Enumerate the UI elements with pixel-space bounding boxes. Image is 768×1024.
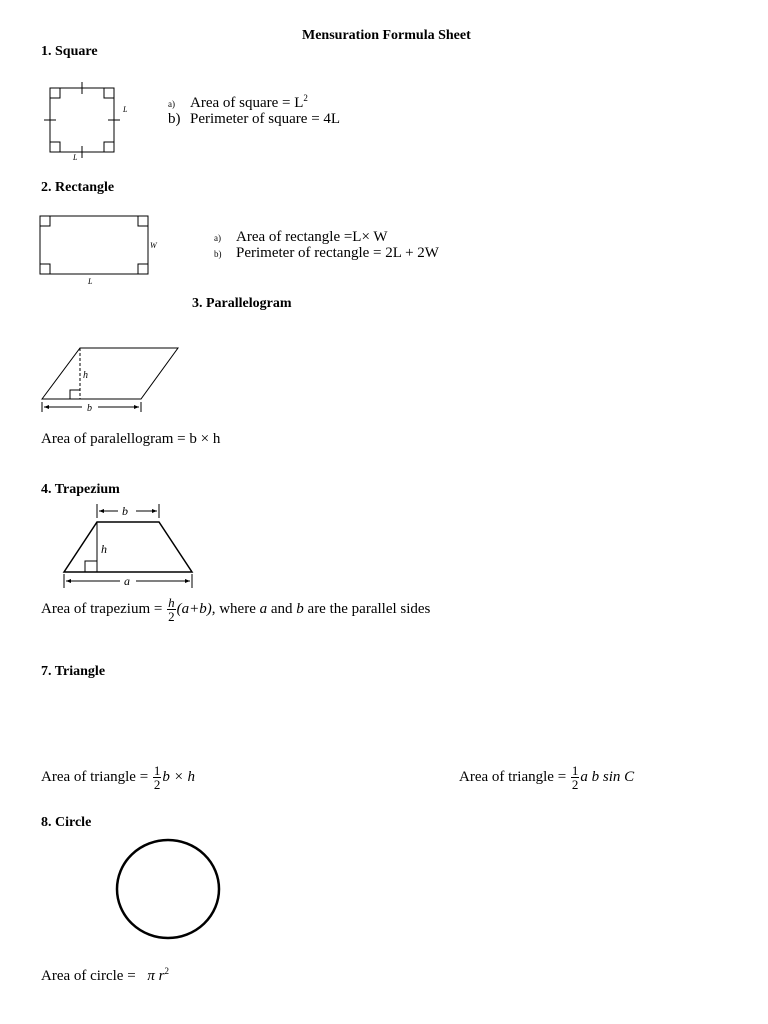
circle-formula: Area of circle = π $r^2$ xyxy=(41,966,170,984)
square-diagram xyxy=(40,82,140,164)
parallelogram-base-label: b xyxy=(87,403,92,414)
parallelogram-heading: 3. Parallelogram xyxy=(192,296,292,311)
rectangle-width-label: W xyxy=(150,241,157,250)
trapezium-top-label: b xyxy=(122,504,128,518)
trapezium-bottom-label: a xyxy=(124,574,130,588)
rectangle-heading: 2. Rectangle xyxy=(41,180,115,195)
square-heading: 1. Square xyxy=(41,44,98,59)
triangle-fraction-2: $\frac{1}{2}$ xyxy=(571,763,579,792)
trapezium-formula: Area of trapezium = $\frac{h}{2}$ (a+b), where a and b are the parallel sides xyxy=(41,595,431,624)
parallelogram-formula: Area of paralellogram = b × h xyxy=(41,431,221,447)
square-side-label-right: L xyxy=(123,105,128,114)
parallelogram-height-label: h xyxy=(83,370,88,381)
triangle-formula-base-height: Area of triangle = $\frac{1}{2}$ b × h xyxy=(41,763,196,792)
triangle-formula-sine: Area of triangle = $\frac{1}{2}$ a b sin C xyxy=(459,763,635,792)
rectangle-formula-perimeter: b) Perimeter of rectangle = 2L + 2W xyxy=(214,245,439,261)
trapezium-heading: 4. Trapezium xyxy=(41,482,120,497)
trapezium-diagram xyxy=(60,502,200,592)
trapezium-fraction: $\frac{h}{2}$ xyxy=(168,595,175,624)
rectangle-diagram xyxy=(38,214,168,290)
rectangle-formula-area: a) Area of rectangle =L× W xyxy=(214,229,388,245)
square-side-label-bottom: L xyxy=(73,153,78,162)
triangle-fraction-1: $\frac{1}{2}$ xyxy=(153,763,161,792)
page-title: Mensuration Formula Sheet xyxy=(302,28,471,43)
rectangle-length-label: L xyxy=(88,277,93,286)
circle-heading: 8. Circle xyxy=(41,815,92,830)
square-formula-perimeter: b) Perimeter of square = 4L xyxy=(168,111,341,127)
square-formula-area: a) Area of square = $L^2$ xyxy=(168,93,308,111)
parallelogram-diagram xyxy=(38,344,188,420)
trapezium-height-label: h xyxy=(101,542,107,556)
triangle-heading: 7. Triangle xyxy=(41,664,106,679)
circle-diagram xyxy=(114,838,222,940)
